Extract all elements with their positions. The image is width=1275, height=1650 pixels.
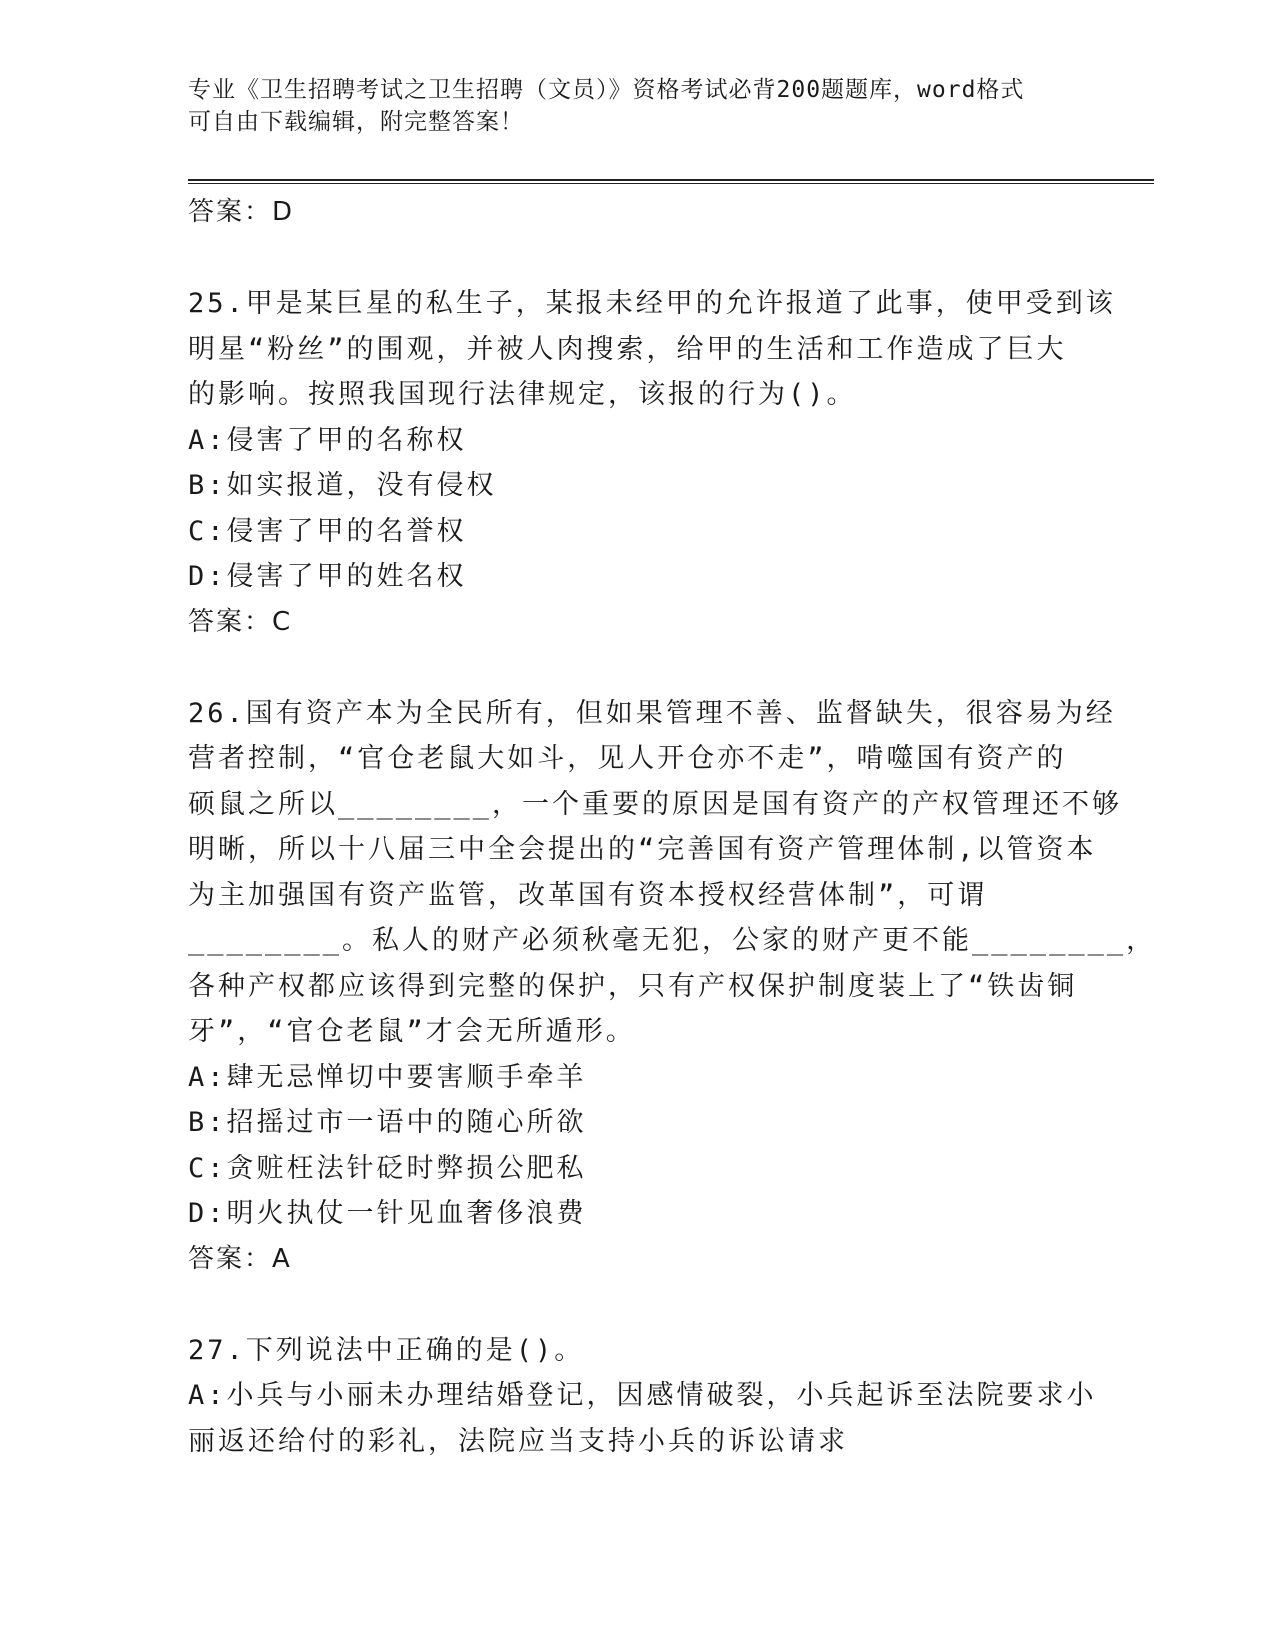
spacer: [188, 1282, 1088, 1328]
option-a-continued: 丽返还给付的彩礼，法院应当支持小兵的诉讼请求: [188, 1425, 848, 1457]
option-b: B:招摇过市一语中的随心所欲: [188, 1107, 587, 1138]
option-c: C:贪赃枉法针砭时弊损公肥私: [188, 1152, 587, 1184]
spacer: [188, 645, 1088, 691]
header-title-line-1: 专业《卫生招聘考试之卫生招聘（文员）》资格考试必背200题题库，word格式: [188, 77, 1025, 103]
option-a: A:小兵与小丽未办理结婚登记，因感情破裂，小兵起诉至法院要求小: [188, 1380, 1097, 1411]
question-text-line: 明星“粉丝”的围观，并被人肉搜索，给甲的生活和工作造成了巨大: [188, 333, 1067, 365]
page-header: [188, 74, 1088, 138]
question-text-line: 营者控制，“官仓老鼠大如斗，见人开仓亦不走”，啃噬国有资产的: [188, 743, 1067, 774]
question-text-line: 27.下列说法中正确的是()。: [188, 1334, 585, 1366]
answer-line: 答案：D: [188, 197, 295, 227]
option-d: D:明火执仗一针见血奢侈浪费: [188, 1198, 587, 1229]
option-b: B:如实报道，没有侵权: [188, 470, 497, 501]
question-text-line: 硕鼠之所以________，一个重要的原因是国有资产的产权管理还不够: [188, 788, 1123, 820]
option-c: C:侵害了甲的名誉权: [188, 515, 467, 547]
question-26: [188, 691, 1157, 1283]
question-text-line: 明晰，所以十八届三中全会提出的“完善国有资产管理体制,以管资本: [188, 834, 1097, 865]
header-rule-thick: [188, 179, 1154, 181]
question-text-line: 各种产权都应该得到完整的保护，只有产权保护制度装上了“铁齿铜: [188, 970, 1078, 1002]
question-text-line: 26.国有资产本为全民所有，但如果管理不善、监督缺失，很容易为经: [188, 697, 1116, 729]
answer-line: 答案：C: [188, 606, 293, 637]
option-a: A:肆无忌惮切中要害顺手牵羊: [188, 1061, 587, 1093]
question-27: [188, 1328, 1097, 1465]
question-text-line: 牙”，“官仓老鼠”才会无所遁形。: [188, 1016, 636, 1047]
question-25: [188, 281, 1116, 645]
header-title-line-2: 可自由下载编辑，附完整答案！: [188, 109, 524, 135]
answer-line: 答案：A: [188, 1243, 292, 1274]
question-text-line: 25.甲是某巨星的私生子，某报未经甲的允许报道了此事，使甲受到该: [188, 288, 1116, 319]
question-content: [188, 190, 1157, 1464]
question-text-line: ________。私人的财产必须秋毫无犯，公家的财产更不能________，: [188, 925, 1157, 956]
option-a: A:侵害了甲的名称权: [188, 424, 467, 456]
question-text-line: 为主加强国有资产监管，改革国有资本授权经营体制”，可谓: [188, 879, 988, 911]
header-rule-thin: [188, 183, 1154, 184]
question-text-line: 的影响。按照我国现行法律规定，该报的行为()。: [188, 379, 857, 410]
spacer: [188, 236, 1088, 282]
option-d: D:侵害了甲的姓名权: [188, 561, 467, 592]
